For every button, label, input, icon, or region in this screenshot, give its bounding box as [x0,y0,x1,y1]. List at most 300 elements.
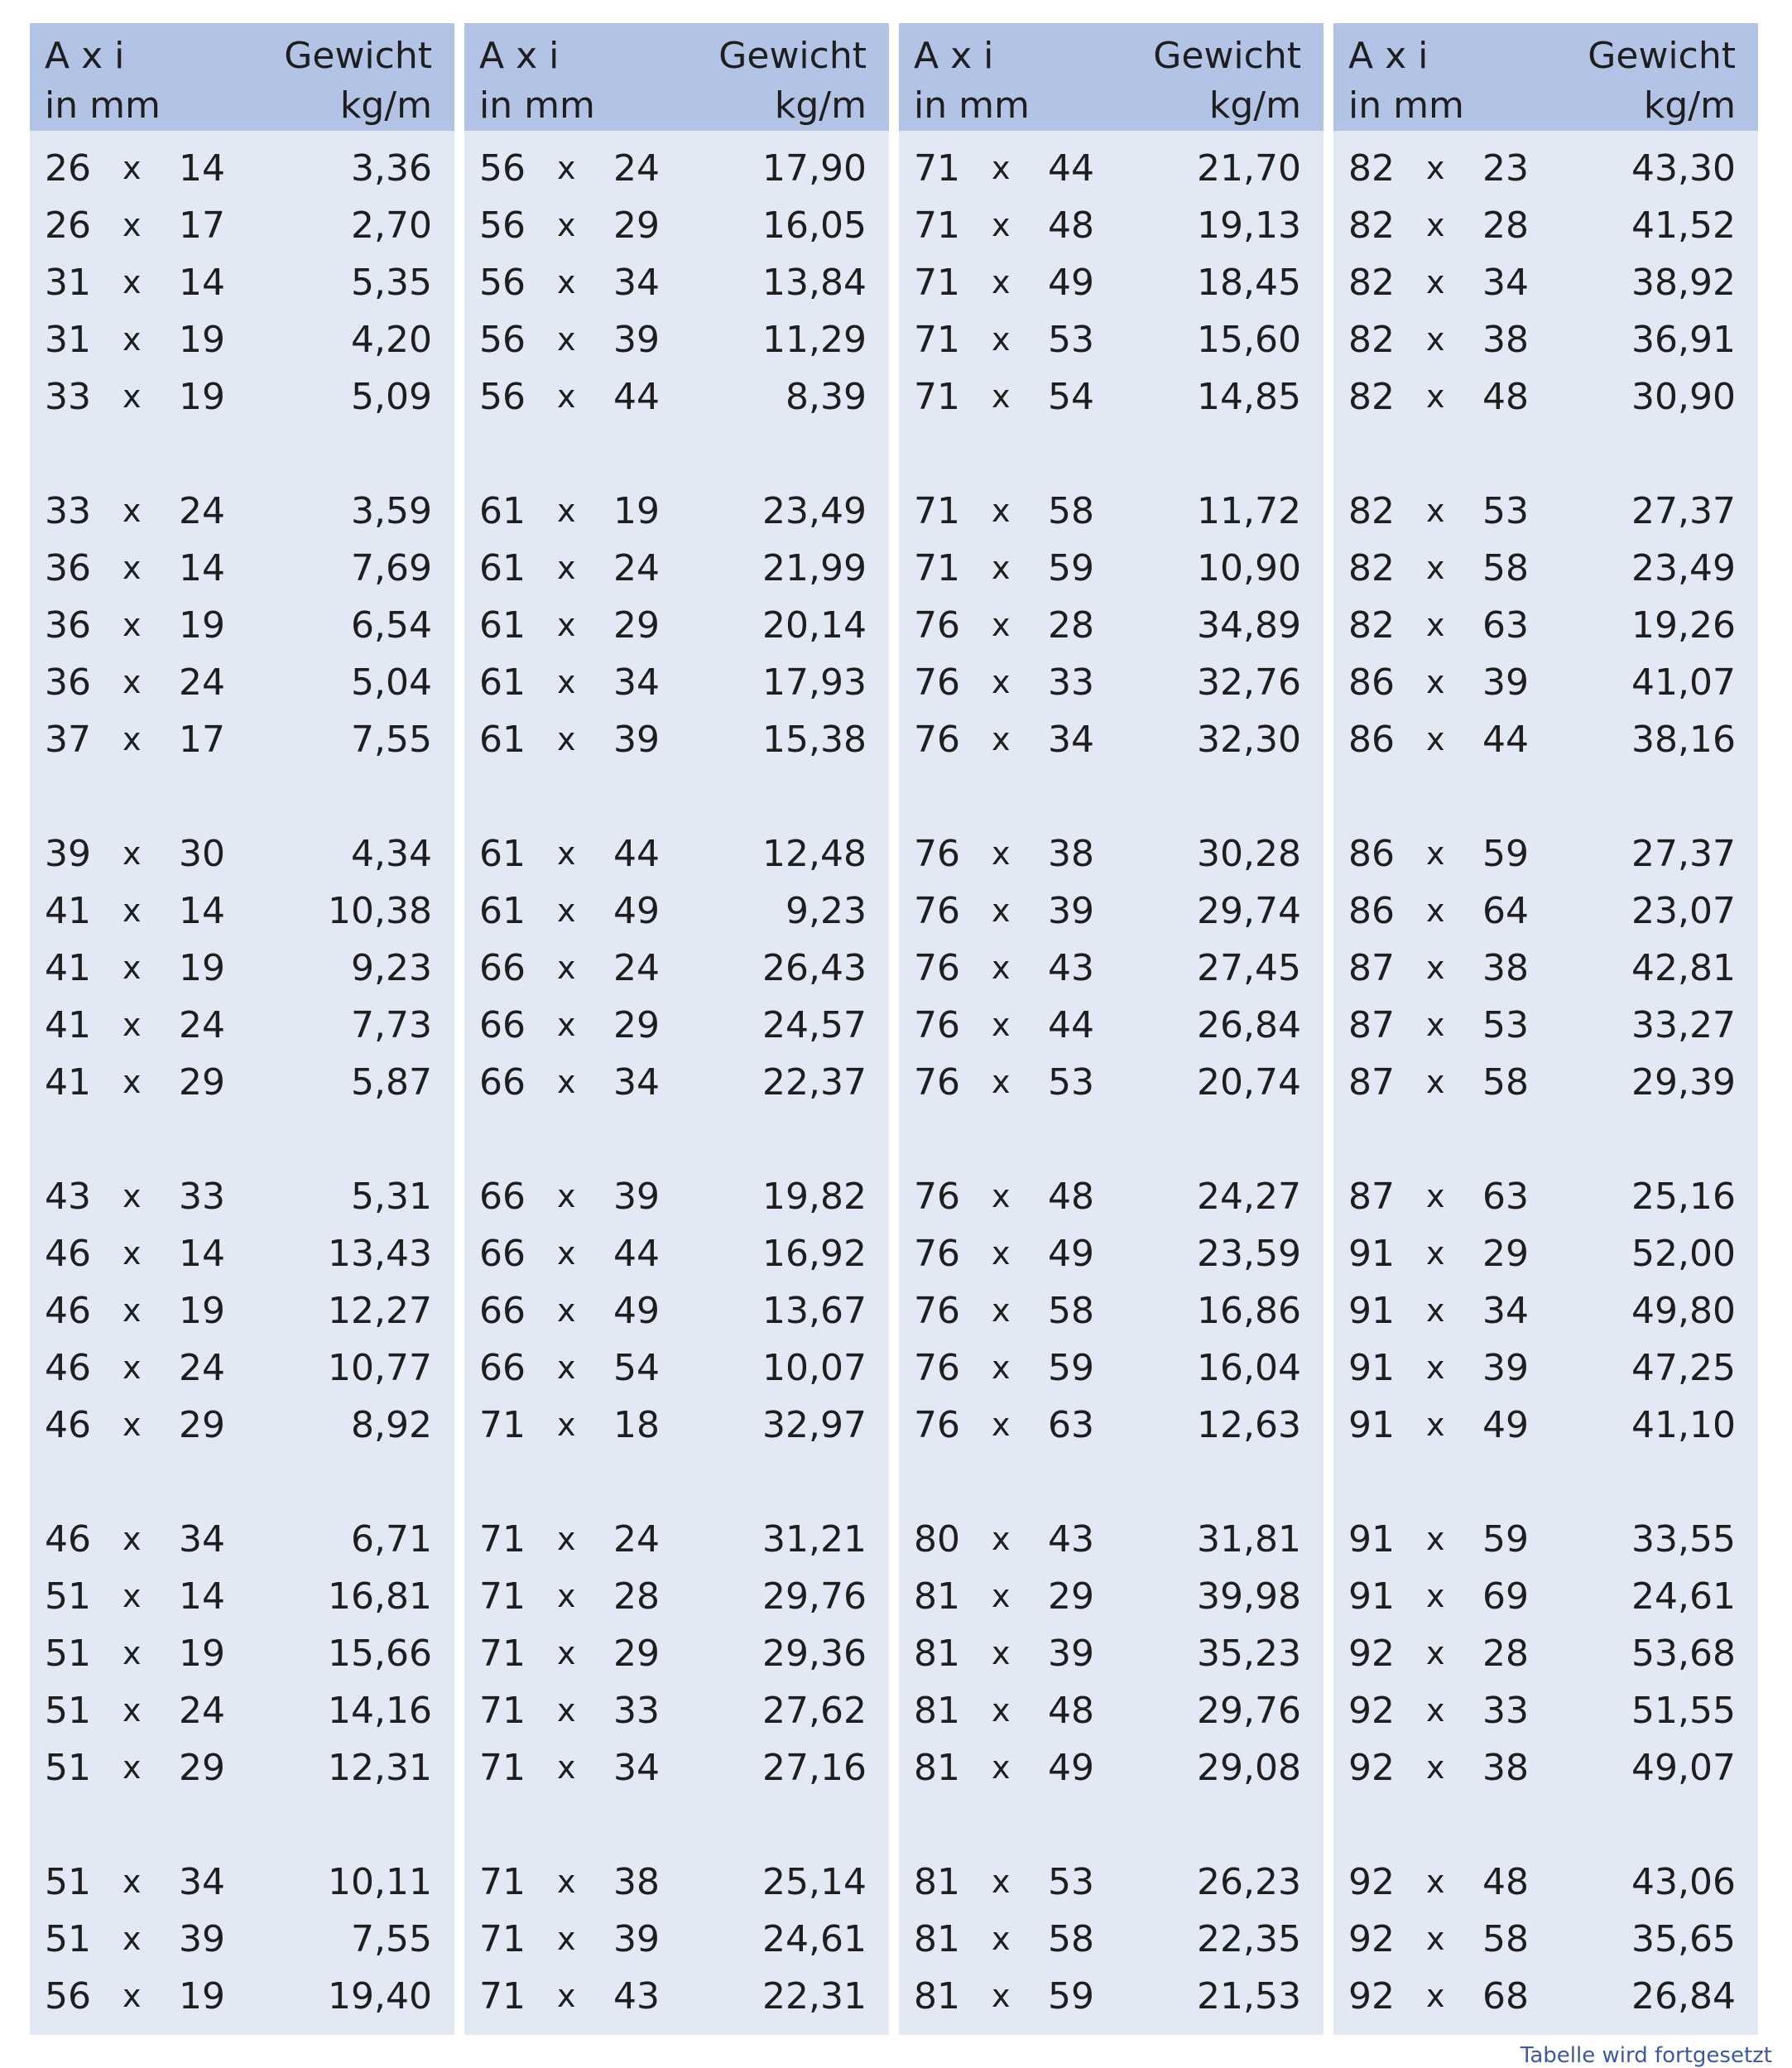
dimension-header [914,31,1030,131]
dimension-i: 38 [1482,319,1529,361]
dimension-i: 64 [1482,890,1529,932]
table-row [1333,1339,1758,1397]
table-row [899,197,1324,254]
dimension-header-line-1: A x i [914,35,994,77]
dimension-a: 76 [914,1233,960,1275]
table-row [1333,1911,1758,1968]
table-row [464,368,889,426]
times-sign: x [123,950,142,986]
times-sign: x [1426,1749,1445,1786]
table-row [464,1568,889,1625]
dimension-a: 46 [45,1347,91,1389]
column-header [30,23,454,131]
weight-value: 23,49 [1631,547,1736,589]
table-row [464,1625,889,1682]
weight-value: 27,45 [1197,947,1301,989]
dimension-i: 24 [179,1347,225,1389]
weight-value: 14,85 [1197,376,1301,418]
weight-header-line-1: Gewicht [718,35,867,77]
weight-value: 5,31 [351,1176,432,1218]
times-sign: x [557,664,576,700]
dimension-i: 33 [1482,1690,1529,1732]
dimension-a: 76 [914,1290,960,1332]
table-row [30,597,454,654]
weight-value: 23,07 [1631,890,1736,932]
table-row [1333,597,1758,654]
dimension-a: 76 [914,719,960,761]
times-sign: x [557,950,576,986]
dimension-i: 59 [1048,1975,1094,2018]
times-sign: x [123,607,142,643]
dimension-a: 61 [479,604,526,647]
dimension-i: 44 [1048,147,1094,190]
table-row [464,1397,889,1454]
dimension-i: 29 [613,1633,660,1675]
dimension-a: 31 [45,262,91,304]
dimension-a: 76 [914,947,960,989]
dimension-a: 71 [479,1575,526,1618]
times-sign: x [557,1864,576,1900]
dimension-i: 49 [1482,1404,1529,1446]
dimension-header-line-2: in mm [1348,84,1464,127]
weight-value: 27,16 [762,1747,867,1789]
column-rows [1333,140,1758,2025]
weight-header [718,31,867,131]
table-row [30,1968,454,2025]
dimension-a: 36 [45,661,91,704]
table-row [899,1282,1324,1339]
times-sign: x [123,207,142,243]
table-row [30,1739,454,1796]
dimension-i: 48 [1482,376,1529,418]
dimension-a: 33 [45,376,91,418]
table-row [464,1168,889,1225]
table-column-1 [30,23,454,2035]
dimension-a: 46 [45,1518,91,1561]
times-sign: x [557,607,576,643]
dimension-i: 49 [613,1290,660,1332]
dimension-i: 29 [179,1747,225,1789]
weight-value: 27,37 [1631,490,1736,532]
dimension-i: 24 [613,947,660,989]
dimension-i: 69 [1482,1575,1529,1618]
dimension-i: 24 [613,547,660,589]
dimension-i: 19 [179,376,225,418]
table-row [1333,1625,1758,1682]
weight-header-line-1: Gewicht [1588,35,1736,77]
times-sign: x [123,1692,142,1729]
dimension-header [45,31,161,131]
table-row [30,711,454,768]
dimension-i: 38 [1482,947,1529,989]
weight-value: 35,65 [1631,1918,1736,1960]
times-sign: x [123,493,142,529]
dimension-i: 33 [179,1176,225,1218]
times-sign: x [992,1692,1011,1729]
weight-value: 4,20 [351,319,432,361]
dimension-a: 71 [914,262,960,304]
table-row [464,883,889,940]
dimension-i: 39 [613,719,660,761]
weight-value: 10,90 [1197,547,1301,589]
dimension-i: 17 [179,204,225,247]
dimension-a: 41 [45,1061,91,1104]
dimension-i: 49 [1048,1747,1094,1789]
dimension-i: 58 [1048,1918,1094,1960]
dimension-i: 43 [1048,1518,1094,1561]
dimension-i: 58 [1482,1918,1529,1960]
dimension-a: 43 [45,1176,91,1218]
times-sign: x [1426,1978,1445,2014]
weight-value: 22,35 [1197,1918,1301,1960]
times-sign: x [992,264,1011,301]
times-sign: x [1426,1349,1445,1386]
dimension-a: 86 [1348,890,1395,932]
times-sign: x [1426,1407,1445,1443]
table-row [899,940,1324,997]
weight-value: 32,30 [1197,719,1301,761]
weight-value: 29,08 [1197,1747,1301,1789]
weight-value: 34,89 [1197,604,1301,647]
dimension-i: 54 [1048,376,1094,418]
table-row [30,654,454,711]
times-sign: x [1426,950,1445,986]
dimension-i: 34 [1482,262,1529,304]
weight-value: 22,31 [762,1975,867,2018]
dimension-a: 86 [1348,833,1395,875]
times-sign: x [557,493,576,529]
weight-value: 15,66 [328,1633,432,1675]
table-row [464,711,889,768]
dimension-i: 29 [613,204,660,247]
weight-value: 3,36 [351,147,432,190]
weight-header-line-2: kg/m [774,84,867,127]
weight-value: 49,80 [1631,1290,1736,1332]
weight-value: 16,05 [762,204,867,247]
dimension-i: 59 [1048,1347,1094,1389]
table-row [464,1739,889,1796]
dimension-a: 92 [1348,1975,1395,2018]
dimension-a: 39 [45,833,91,875]
dimension-a: 82 [1348,262,1395,304]
times-sign: x [992,1292,1011,1329]
weight-value: 25,14 [762,1861,867,1903]
times-sign: x [992,207,1011,243]
weight-value: 7,55 [351,719,432,761]
table-column-3 [899,23,1324,2035]
weight-header-line-1: Gewicht [284,35,432,77]
times-sign: x [1426,321,1445,358]
dimension-header-line-1: A x i [479,35,560,77]
dimension-a: 82 [1348,547,1395,589]
table-row [30,197,454,254]
weight-value: 17,90 [762,147,867,190]
dimension-a: 51 [45,1690,91,1732]
table-row [1333,1511,1758,1568]
weight-value: 7,73 [351,1004,432,1046]
times-sign: x [123,835,142,872]
dimension-i: 39 [1482,661,1529,704]
times-sign: x [1426,1235,1445,1272]
dimension-i: 34 [613,661,660,704]
times-sign: x [992,1978,1011,2014]
times-sign: x [1426,1007,1445,1043]
dimension-a: 82 [1348,376,1395,418]
dimension-a: 66 [479,1347,526,1389]
dimension-i: 34 [613,262,660,304]
table-row [1333,1682,1758,1739]
table-row [1333,197,1758,254]
times-sign: x [123,1864,142,1900]
table-row [1333,368,1758,426]
times-sign: x [1426,1178,1445,1214]
table-continued-note: Tabelle wird fortgesetzt [1520,2043,1772,2068]
dimension-a: 86 [1348,661,1395,704]
weight-value: 7,55 [351,1918,432,1960]
dimension-a: 41 [45,947,91,989]
times-sign: x [1426,207,1445,243]
weight-value: 29,76 [762,1575,867,1618]
dimension-i: 39 [613,1176,660,1218]
times-sign: x [992,550,1011,586]
table-row [899,1168,1324,1225]
dimension-header-line-1: A x i [45,35,125,77]
weight-value: 5,35 [351,262,432,304]
table-row [464,825,889,883]
dimension-a: 61 [479,833,526,875]
dimension-i: 34 [1048,719,1094,761]
dimension-i: 38 [1048,833,1094,875]
table-row [1333,1225,1758,1282]
dimension-i: 49 [613,890,660,932]
table-row [30,1682,454,1739]
table-column-4 [1333,23,1758,2035]
dimension-i: 29 [613,1004,660,1046]
table-row [30,368,454,426]
dimension-i: 19 [179,947,225,989]
weight-value: 3,59 [351,490,432,532]
weight-value: 20,14 [762,604,867,647]
dimension-i: 58 [1048,490,1094,532]
dimension-a: 81 [914,1575,960,1618]
weight-value: 35,23 [1197,1633,1301,1675]
times-sign: x [992,664,1011,700]
times-sign: x [557,1235,576,1272]
weight-value: 41,52 [1631,204,1736,247]
weight-value: 38,92 [1631,262,1736,304]
weight-value: 12,27 [328,1290,432,1332]
dimension-i: 39 [1048,1633,1094,1675]
dimension-a: 71 [479,1404,526,1446]
times-sign: x [992,835,1011,872]
times-sign: x [557,207,576,243]
dimension-a: 66 [479,1290,526,1332]
dimension-i: 59 [1482,833,1529,875]
weight-value: 49,07 [1631,1747,1736,1789]
times-sign: x [992,1407,1011,1443]
dimension-i: 24 [179,1004,225,1046]
dimension-a: 46 [45,1290,91,1332]
dimension-header-line-2: in mm [479,84,595,127]
weight-value: 10,11 [328,1861,432,1903]
table-row [464,997,889,1054]
weight-value: 26,84 [1197,1004,1301,1046]
times-sign: x [992,1349,1011,1386]
dimension-a: 56 [479,147,526,190]
times-sign: x [992,1921,1011,1957]
dimension-a: 66 [479,947,526,989]
dimension-a: 92 [1348,1690,1395,1732]
dimension-i: 19 [179,1975,225,2018]
dimension-a: 91 [1348,1233,1395,1275]
times-sign: x [1426,892,1445,929]
dimension-i: 53 [1482,490,1529,532]
weight-value: 53,68 [1631,1633,1736,1675]
dimension-a: 81 [914,1975,960,2018]
dimension-i: 63 [1048,1404,1094,1446]
times-sign: x [123,1521,142,1557]
table-row [464,140,889,197]
dimension-i: 24 [179,490,225,532]
weight-value: 27,62 [762,1690,867,1732]
weight-value: 5,09 [351,376,432,418]
dimension-a: 71 [479,1690,526,1732]
table-row [1333,997,1758,1054]
weight-value: 6,71 [351,1518,432,1561]
table-row [464,197,889,254]
times-sign: x [557,1007,576,1043]
dimension-header-line-1: A x i [1348,35,1429,77]
dimension-a: 61 [479,661,526,704]
dimension-a: 82 [1348,490,1395,532]
table-row [30,1625,454,1682]
dimension-i: 53 [1048,1061,1094,1104]
table-row [899,1054,1324,1111]
weight-value: 47,25 [1631,1347,1736,1389]
table-row [1333,1168,1758,1225]
weight-value: 41,10 [1631,1404,1736,1446]
table-row [1333,654,1758,711]
weight-value: 9,23 [351,947,432,989]
dimension-a: 71 [479,1918,526,1960]
times-sign: x [557,264,576,301]
table-row [899,1625,1324,1682]
table-row [30,254,454,311]
dimension-a: 51 [45,1747,91,1789]
dimension-i: 24 [179,661,225,704]
weight-value: 41,07 [1631,661,1736,704]
table-row [899,711,1324,768]
dimension-a: 61 [479,890,526,932]
table-row [464,1911,889,1968]
table-row [899,1739,1324,1796]
table-row [899,1225,1324,1282]
times-sign: x [1426,1692,1445,1729]
dimension-i: 19 [179,1290,225,1332]
table-row [30,540,454,597]
column-rows [899,140,1324,2025]
times-sign: x [123,1407,142,1443]
times-sign: x [123,1978,142,2014]
weight-header-line-2: kg/m [1208,84,1301,127]
table-row [1333,1397,1758,1454]
times-sign: x [123,321,142,358]
weight-value: 23,49 [762,490,867,532]
table-row [30,311,454,368]
table-row [1333,311,1758,368]
dimension-a: 92 [1348,1633,1395,1675]
times-sign: x [123,1921,142,1957]
dimension-i: 39 [613,1918,660,1960]
dimension-i: 14 [179,890,225,932]
weight-header-line-1: Gewicht [1153,35,1301,77]
weight-value: 21,70 [1197,147,1301,190]
dimension-a: 71 [914,490,960,532]
times-sign: x [123,550,142,586]
table-row [30,940,454,997]
weight-value: 29,74 [1197,890,1301,932]
times-sign: x [557,1692,576,1729]
times-sign: x [992,950,1011,986]
times-sign: x [557,835,576,872]
weight-value: 16,86 [1197,1290,1301,1332]
dimension-a: 26 [45,147,91,190]
dimension-i: 53 [1048,1861,1094,1903]
dimension-i: 19 [613,490,660,532]
times-sign: x [123,378,142,415]
dimension-a: 92 [1348,1861,1395,1903]
weight-value: 12,63 [1197,1404,1301,1446]
weight-value: 10,07 [762,1347,867,1389]
dimension-header-line-2: in mm [45,84,161,127]
dimension-a: 82 [1348,604,1395,647]
table-row [899,1397,1324,1454]
times-sign: x [992,1864,1011,1900]
dimension-a: 36 [45,604,91,647]
dimension-a: 81 [914,1918,960,1960]
table-row [30,1854,454,1911]
dimension-a: 82 [1348,319,1395,361]
weight-value: 21,99 [762,547,867,589]
dimension-i: 34 [179,1518,225,1561]
table-row [1333,940,1758,997]
times-sign: x [992,1007,1011,1043]
times-sign: x [1426,150,1445,186]
dimension-i: 54 [613,1347,660,1389]
dimension-i: 38 [613,1861,660,1903]
weight-header [1588,31,1736,131]
times-sign: x [1426,493,1445,529]
weight-value: 52,00 [1631,1233,1736,1275]
weight-value: 24,61 [762,1918,867,1960]
dimension-i: 19 [179,604,225,647]
dimension-a: 91 [1348,1404,1395,1446]
dimension-a: 71 [914,319,960,361]
dimension-i: 29 [613,604,660,647]
dimension-a: 92 [1348,1918,1395,1960]
table-row [464,1968,889,2025]
weight-value: 33,55 [1631,1518,1736,1561]
times-sign: x [992,1178,1011,1214]
dimension-a: 81 [914,1747,960,1789]
times-sign: x [557,550,576,586]
weight-value: 6,54 [351,604,432,647]
times-sign: x [1426,1921,1445,1957]
weight-value: 38,16 [1631,719,1736,761]
table-row [899,368,1324,426]
table-row [1333,254,1758,311]
weight-value: 31,81 [1197,1518,1301,1561]
